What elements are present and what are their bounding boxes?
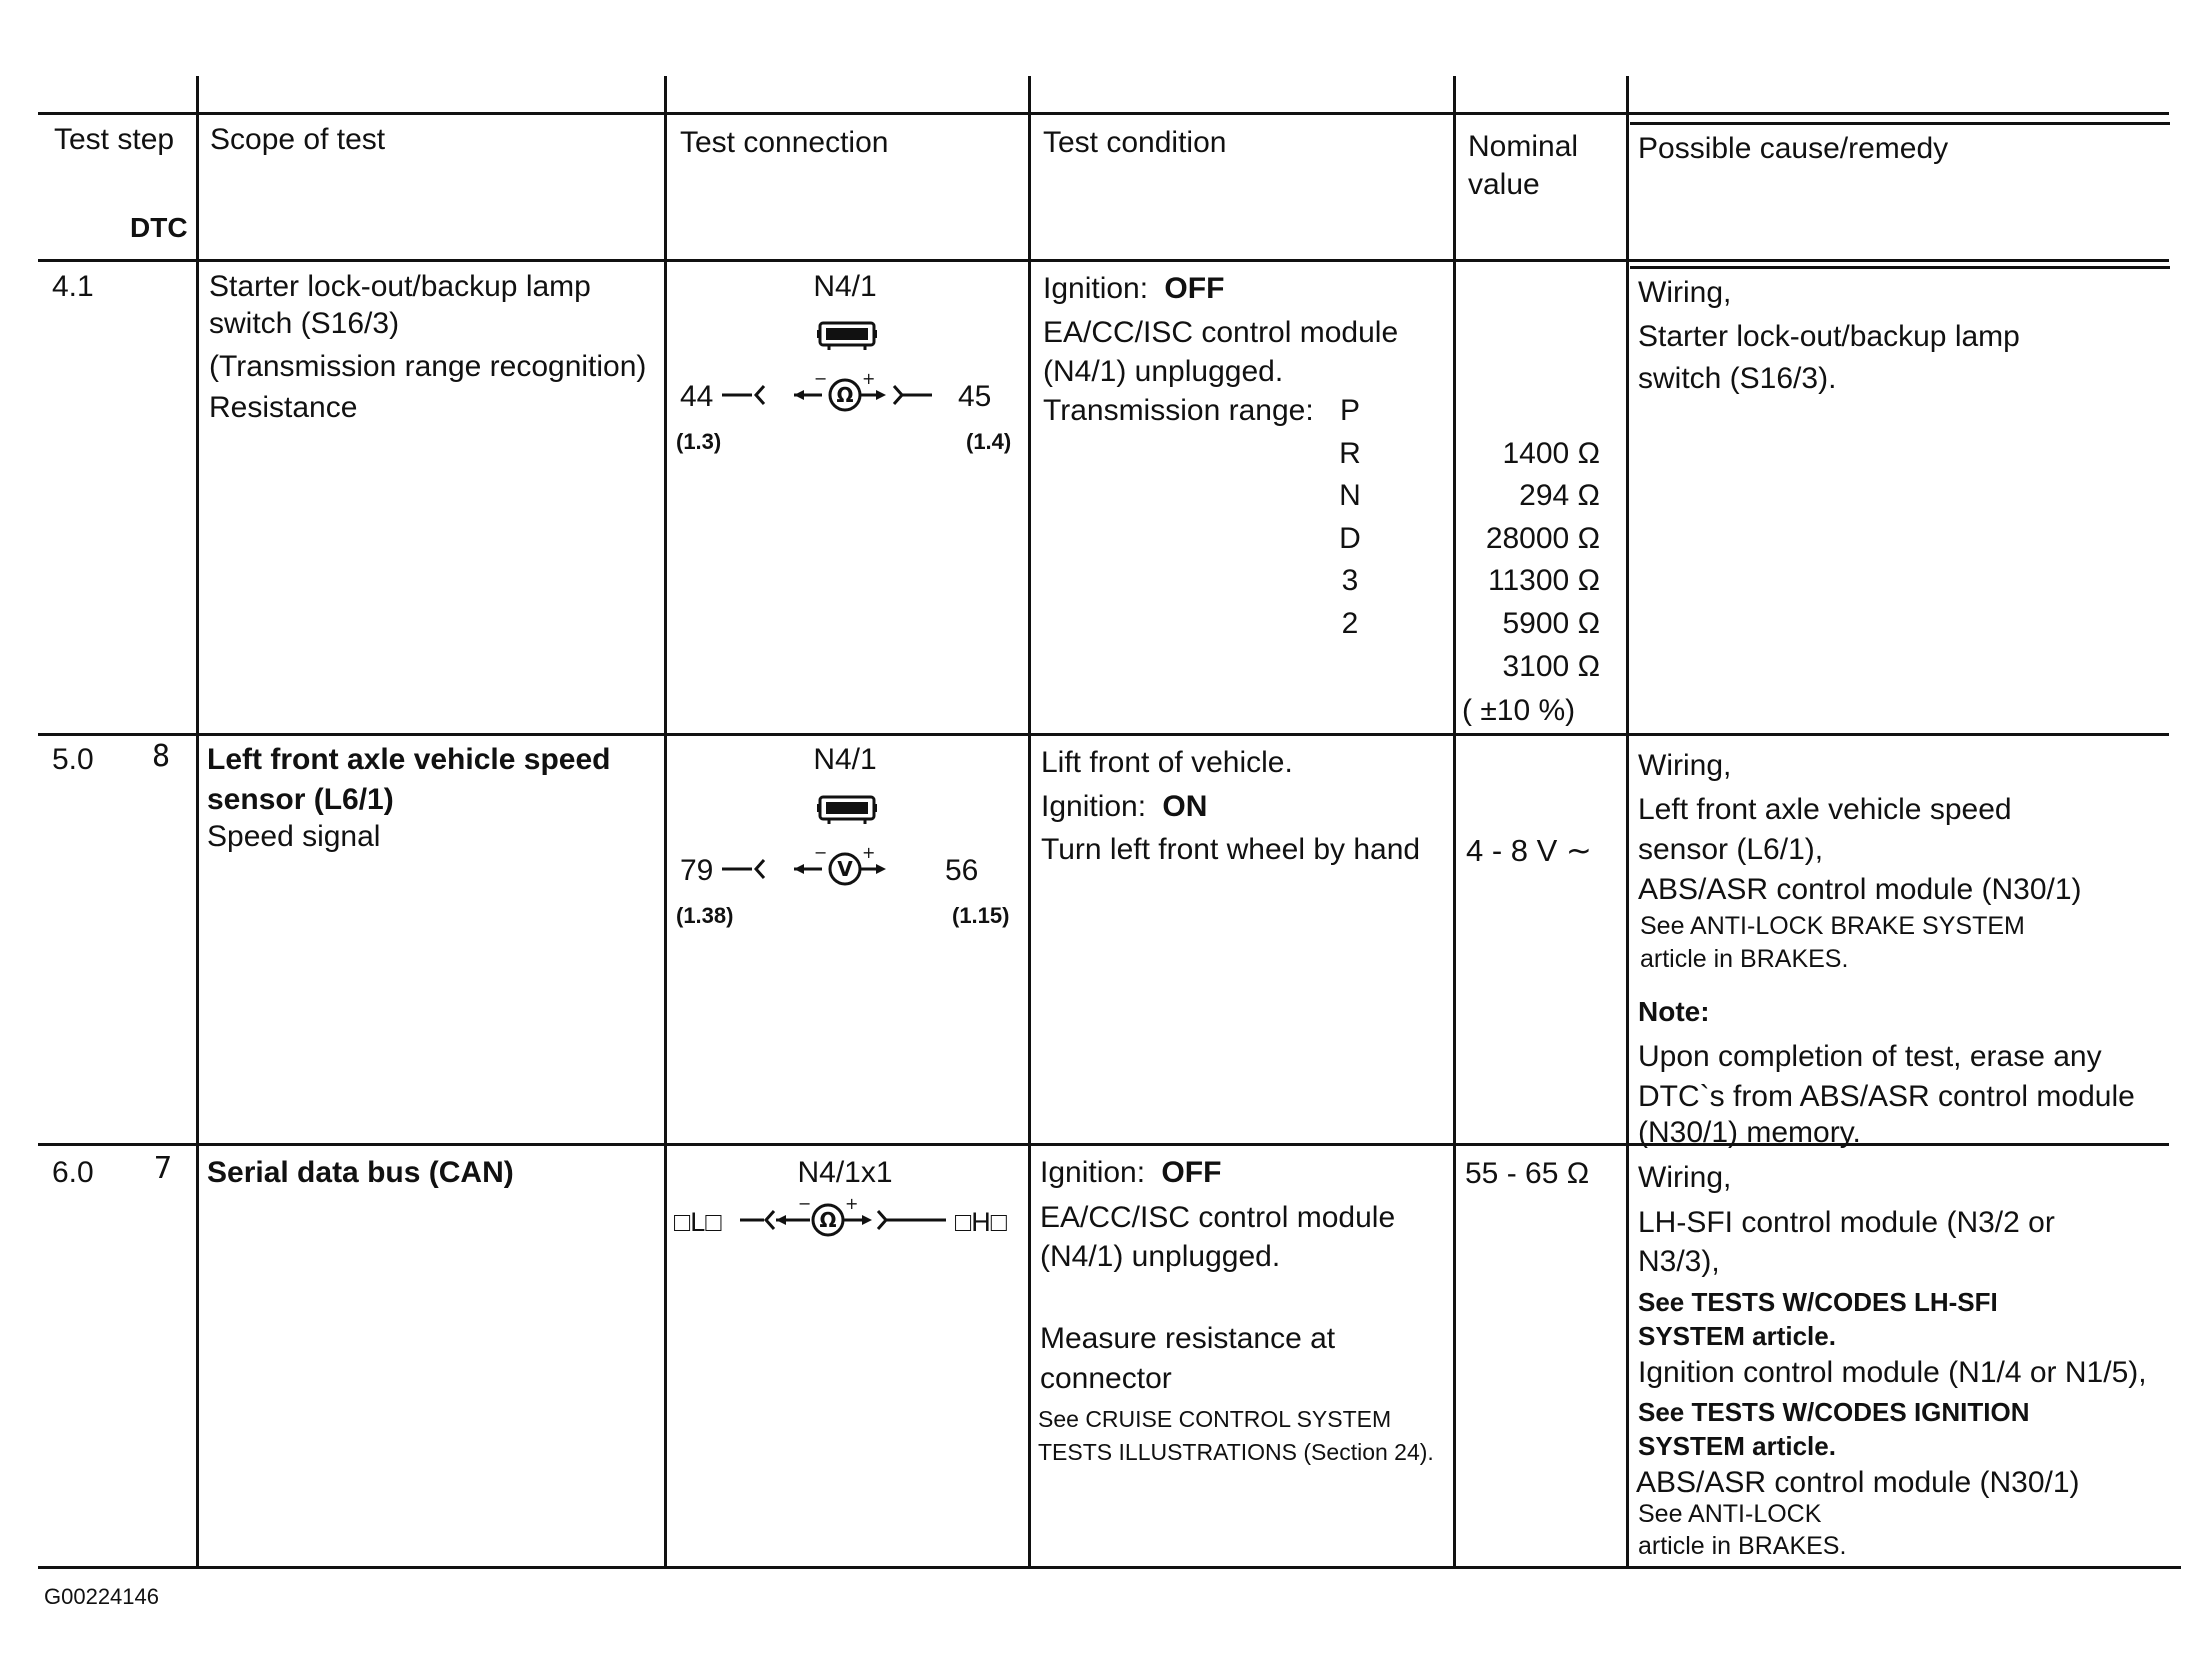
condition-line: Lift front of vehicle. [1041,746,1293,779]
remedy-reference: See ANTI-LOCK [1638,1500,1822,1528]
svg-text:Ω: Ω [819,1208,837,1232]
condition-line: Turn left front wheel by hand [1041,833,1421,866]
remedy-line: switch (S16/3). [1638,362,1837,395]
header-top-rule-right [1630,122,2170,125]
ohmmeter-icon [740,1195,952,1245]
remedy-reference: SYSTEM article. [1638,1431,1836,1461]
ignition-value: OFF [1161,1156,1222,1189]
remedy-line: LH-SFI control module (N3/2 or [1638,1206,2055,1239]
voltmeter-icon [722,844,902,894]
connection-module: N4/1 [813,270,877,303]
nominal-value: 3100 Ω [1502,650,1600,683]
condition-line: EA/CC/ISC control module [1043,316,1399,349]
ignition-label: Ignition: [1043,272,1149,305]
col-divider-4 [1453,76,1456,1568]
connector-icon [817,318,877,352]
scope-title: sensor (L6/1) [207,783,394,816]
remedy-line: sensor (L6/1), [1638,833,1824,866]
svg-text:V: V [837,857,853,881]
ignition-value: OFF [1164,272,1225,305]
condition-reference: TESTS ILLUSTRATIONS (Section 24). [1038,1439,1434,1465]
row-step: 4.1 [52,270,94,303]
svg-text:−: − [814,370,828,388]
nominal-tolerance: ( ±10 %) [1462,694,1576,727]
left-pin: 44 [680,380,714,413]
scope-line: Starter lock-out/backup lamp [209,270,591,303]
col-divider-3 [1028,76,1031,1568]
remedy-line: Starter lock-out/backup lamp [1638,320,2020,353]
condition-ignition [1040,1154,1221,1192]
condition-ignition [1043,270,1224,308]
remedy-reference: article in BRAKES. [1640,945,1849,973]
remedy-line: Wiring, [1638,276,1732,309]
header-connection: Test connection [680,126,889,159]
condition-reference: See CRUISE CONTROL SYSTEM [1038,1406,1392,1432]
right-ref: (1.4) [966,429,1012,454]
condition-line: Transmission range: [1043,394,1314,427]
remedy-line: N3/3), [1638,1245,1720,1278]
remedy-line: Ignition control module (N1/4 or N1/5), [1638,1356,2147,1389]
row-dtc: 7 [154,1151,173,1186]
nominal-value: 55 - 65 Ω [1465,1157,1590,1190]
right-pin: □H□ [955,1207,1008,1237]
remedy-reference: See ANTI-LOCK BRAKE SYSTEM [1640,912,2025,940]
condition-line: connector [1040,1362,1172,1395]
left-pin: 79 [680,854,714,887]
remedy-line: Left front axle vehicle speed [1638,793,2012,826]
left-ref: (1.38) [676,903,734,928]
note-label: Note: [1638,996,1710,1027]
scope-line: (Transmission range recognition) [209,350,647,383]
svg-text:+: + [845,1195,859,1213]
range-value: 2 [1341,607,1359,640]
range-value: R [1339,437,1361,470]
remedy-line: ABS/ASR control module (N30/1) [1636,1466,2080,1499]
figure-code: G00224146 [44,1584,159,1609]
nominal-value: 5900 Ω [1502,607,1600,640]
condition-line: (N4/1) unplugged. [1040,1240,1281,1273]
header-condition: Test condition [1043,126,1227,159]
nominal-value: 1400 Ω [1502,437,1600,470]
left-pin: □L□ [674,1207,722,1237]
header-scope: Scope of test [210,123,386,156]
note-line: (N30/1) memory. [1638,1116,1861,1149]
nominal-value: 28000 Ω [1485,522,1600,555]
header-bottom-rule [38,259,2169,262]
range-value: 3 [1341,564,1359,597]
header-test-step: Test step [54,123,175,156]
ohmmeter-icon [722,370,962,420]
svg-text:−: − [814,844,828,862]
remedy-reference: article in BRAKES. [1638,1532,1847,1560]
nominal-value: 4 - 8 V ∼ [1466,833,1592,868]
ignition-label: Ignition: [1041,790,1147,823]
condition-line: (N4/1) unplugged. [1043,355,1284,388]
col-divider-1 [196,76,199,1568]
scope-line: Speed signal [207,820,381,853]
nominal-value: 11300 Ω [1488,564,1600,597]
ignition-label: Ignition: [1040,1156,1146,1189]
condition-ignition [1041,788,1207,826]
nominal-value: 294 Ω [1519,479,1600,512]
range-value: D [1339,522,1361,555]
range-value: P [1339,394,1360,427]
condition-line: Measure resistance at [1040,1322,1336,1355]
range-value: N [1339,479,1361,512]
scope-title: Left front axle vehicle speed [207,743,611,776]
remedy-line: Wiring, [1638,749,1732,782]
remedy-line: ABS/ASR control module (N30/1) [1638,873,2082,906]
row-dtc: 8 [152,739,171,774]
right-ref: (1.15) [952,903,1010,928]
note-line: Upon completion of test, erase any [1638,1040,2102,1073]
remedy-reference: See TESTS W/CODES IGNITION [1638,1397,2030,1427]
connector-icon [817,792,877,826]
connection-module: N4/1 [813,743,877,776]
ignition-value: ON [1162,790,1208,823]
col-divider-5 [1626,76,1629,1568]
connection-module: N4/1x1 [797,1156,893,1189]
row-step: 5.0 [52,743,94,776]
header-dtc: DTC [130,212,188,243]
row-separator-1 [38,733,2169,736]
header-remedy: Possible cause/remedy [1638,132,1949,165]
header-bottom-rule-right [1630,266,2170,269]
header-nominal: Nominal value [1468,130,1579,201]
condition-line: EA/CC/ISC control module [1040,1201,1396,1234]
scope-title: Serial data bus (CAN) [207,1156,514,1189]
row-step: 6.0 [52,1156,94,1189]
svg-text:+: + [862,370,876,388]
remedy-reference: See TESTS W/CODES LH-SFI [1638,1287,1998,1317]
left-ref: (1.3) [676,429,722,454]
remedy-line: Wiring, [1638,1161,1732,1194]
header-top-rule [38,112,2169,115]
col-divider-2 [664,76,667,1568]
scope-line: Resistance [209,391,358,424]
table-bottom-rule [38,1566,2181,1569]
note-line: DTC`s from ABS/ASR control module [1638,1080,2135,1113]
svg-text:Ω: Ω [836,383,854,407]
svg-text:−: − [798,1195,812,1213]
remedy-reference: SYSTEM article. [1638,1321,1836,1351]
right-pin: 45 [958,380,992,413]
right-pin: 56 [945,854,979,887]
scope-line: switch (S16/3) [209,307,400,340]
svg-text:+: + [862,844,876,862]
